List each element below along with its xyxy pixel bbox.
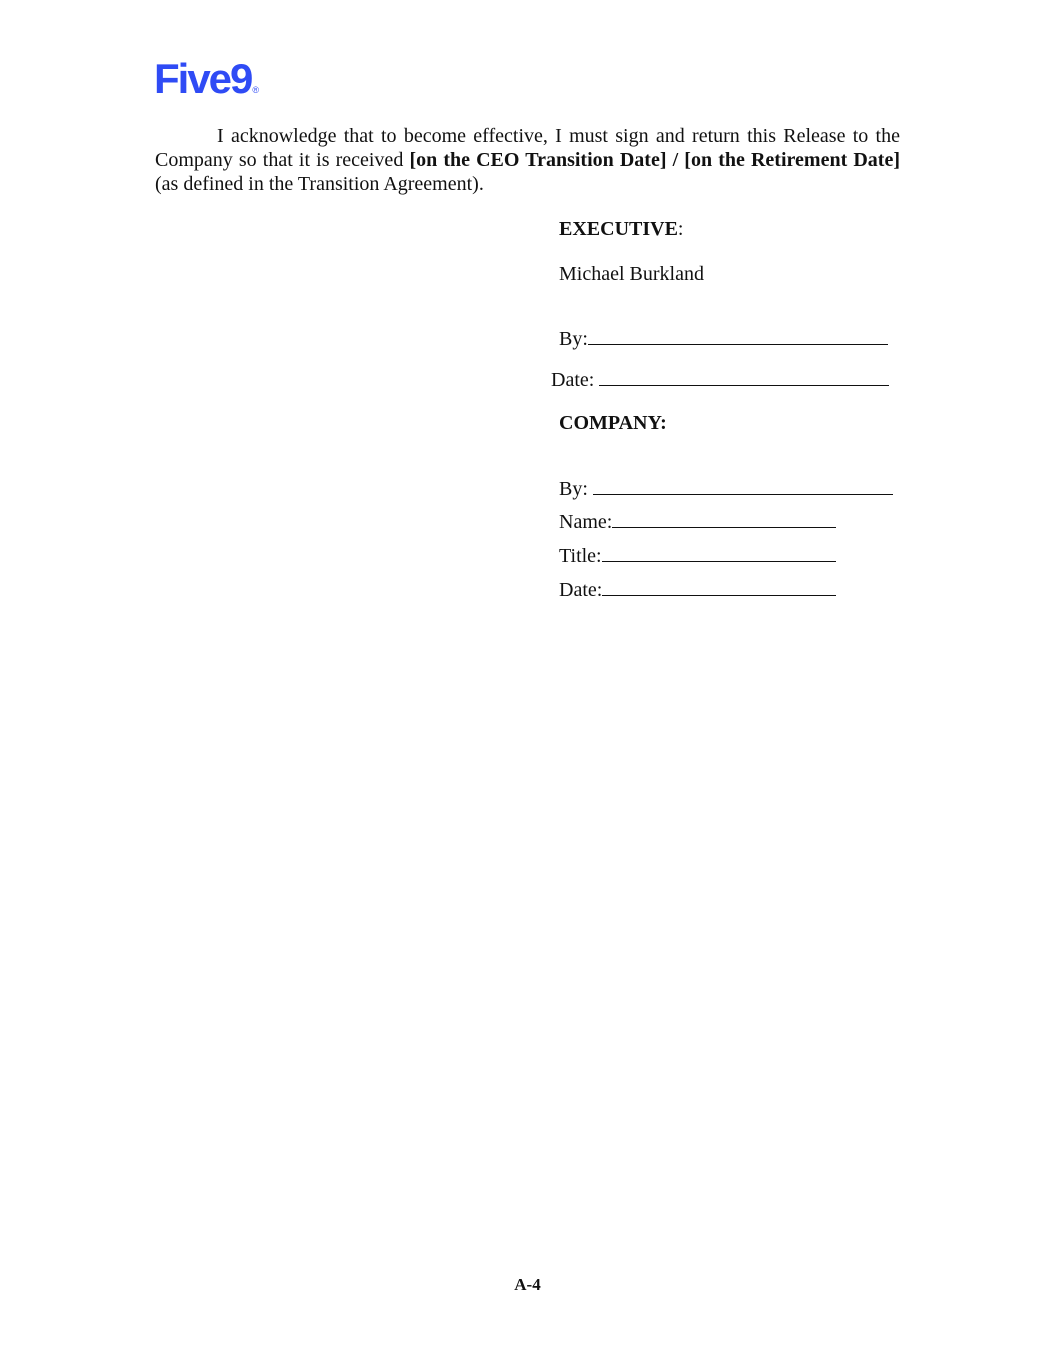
- release-text-part-2: (as defined in the Transition Agreement).: [155, 173, 484, 195]
- company-title-field[interactable]: [602, 544, 836, 562]
- executive-by-label: By:: [559, 328, 588, 350]
- company-date-line: [559, 578, 836, 602]
- five9-logo: [154, 55, 260, 102]
- company-date-label: Date:: [559, 579, 603, 601]
- company-date-field[interactable]: [602, 578, 836, 596]
- executive-date-field[interactable]: [599, 368, 889, 386]
- executive-signature-field[interactable]: [588, 327, 888, 345]
- release-text-part-1: I acknowledge that to become effective, I must sign and return this Release to the Company so that it is received: [155, 125, 900, 171]
- company-name-field[interactable]: [612, 510, 836, 528]
- company-name-label: Name:: [559, 511, 613, 533]
- executive-heading: [559, 217, 683, 241]
- executive-by-line: [559, 327, 888, 351]
- company-name-line: [559, 510, 836, 534]
- company-heading: COMPANY:: [559, 412, 667, 434]
- executive-heading-colon: :: [677, 218, 684, 240]
- company-title-line: [559, 544, 836, 568]
- logo-text: Five9: [154, 55, 252, 102]
- page-number: A-4: [514, 1275, 541, 1294]
- release-acknowledgement-paragraph: [155, 124, 900, 196]
- executive-date-line: [551, 368, 889, 392]
- company-signature-field[interactable]: [593, 477, 893, 495]
- executive-name: Michael Burkland: [559, 263, 704, 285]
- executive-date-label: Date:: [551, 369, 600, 391]
- company-by-label: By:: [559, 478, 593, 500]
- company-by-line: [559, 477, 893, 501]
- executive-heading-label: EXECUTIVE: [559, 218, 678, 240]
- company-title-label: Title:: [559, 545, 602, 567]
- release-text-bold: [on the CEO Transition Date] / [on the Retirement Date]: [409, 149, 900, 171]
- registered-mark: ®: [252, 85, 260, 95]
